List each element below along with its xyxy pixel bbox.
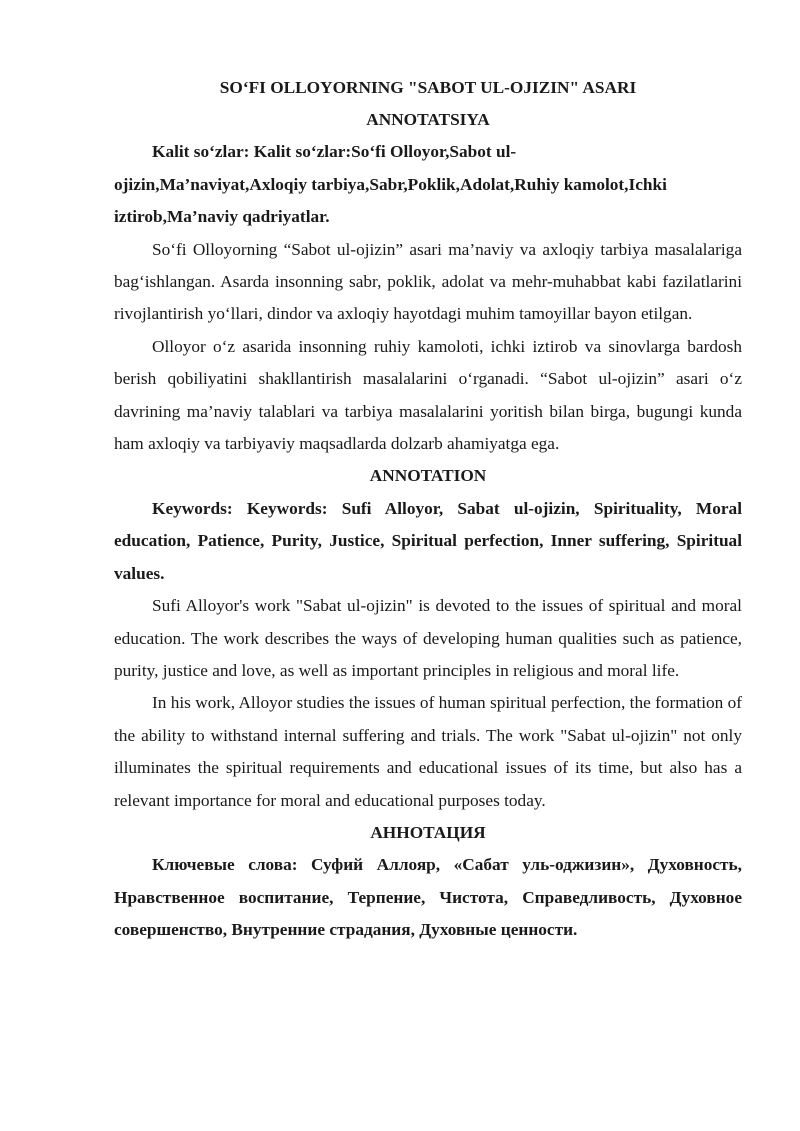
uzbek-annotation-heading: ANNOTATSIYA — [366, 110, 490, 129]
russian-keywords: Ключевые слова: Суфий Аллояр, «Сабат уль-оджизин», Духовность, Нравственное воспитание, Терпение, Чистота, Справедливость, Духовное совершенство, Внутренние страдания, Духовные ценности. — [114, 855, 742, 940]
uzbek-keywords-line-2: ojizin,Ma’naviyat,Axloqiy tarbiya,Sabr,Poklik,Adolat,Ruhiy kamolot,Ichki — [114, 174, 667, 194]
uzbek-annotation — [114, 104, 742, 460]
document-page — [114, 72, 742, 947]
english-paragraph-1: Sufi Alloyor's work "Sabat ul-ojizin" is devoted to the issues of spiritual and moral education. The work describes the ways of developing human qualities such as patience, purity, justice and love, as well as important principles in religious and moral life. — [114, 596, 742, 680]
uzbek-keywords-line-1: Kalit so‘zlar: Kalit so‘zlar:So‘fi Olloyor,Sabot ul- — [152, 142, 517, 162]
document-title: SO‘FI OLLOYORNING "SABOT UL-OJIZIN" ASARI — [219, 78, 637, 97]
russian-annotation — [114, 817, 742, 947]
russian-annotation-heading: АННОТАЦИЯ — [370, 822, 486, 842]
uzbek-keywords — [114, 136, 742, 233]
uzbek-paragraph-1: So‘fi Olloyorning “Sabot ul-ojizin” asari ma’naviy va axloqiy tarbiya masalalariga bag‘ishlangan. Asarda insonning sabr, poklik, adolat va mehr-muhabbat kabi fazilatlarini rivojlantirish yo‘llari, dindor va axloqiy hayotdagi muhim tamoyillar bayon etilgan. — [114, 239, 742, 324]
uzbek-keywords-line-3: iztirob,Ma’naviy qadriyatlar. — [114, 207, 330, 227]
english-annotation-heading: ANNOTATION — [369, 466, 487, 486]
english-annotation — [114, 460, 742, 816]
uzbek-paragraph-2: Olloyor o‘z asarida insonning ruhiy kamoloti, ichki iztirob va sinovlarga bardosh berish qobiliyatini shakllantirish masalalarini o‘rganadi. “Sabot ul-ojizin” asari o‘z davrining ma’naviy talablari va tarbiya masalalarini yoritish bilan birga, bugungi kunda ham axloqiy va tarbiyaviy maqsadlarda dolzarb ahamiyatga ega. — [114, 336, 742, 454]
english-paragraph-2: In his work, Alloyor studies the issues of human spiritual perfection, the formation of the ability to withstand internal suffering and trials. The work "Sabat ul-ojizin" not only illuminates the spiritual requirements and educational issues of its time, but also has a relevant importance for moral and educational purposes today. — [114, 693, 742, 810]
english-keywords: Keywords: Keywords: Sufi Alloyor, Sabat ul-ojizin, Spirituality, Moral education, Patience, Purity, Justice, Spiritual perfection, Inner suffering, Spiritual values. — [114, 498, 742, 583]
